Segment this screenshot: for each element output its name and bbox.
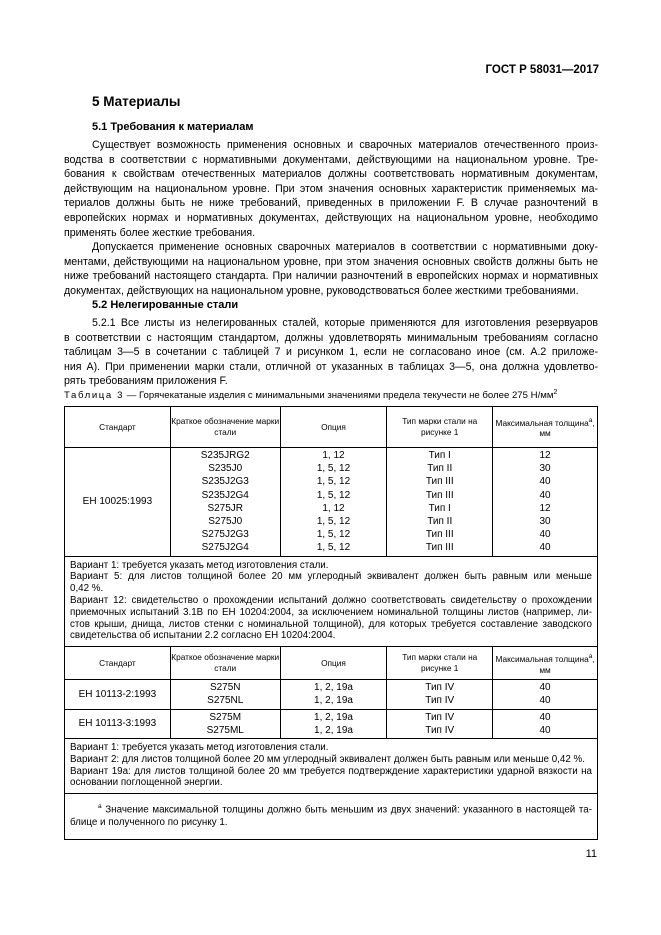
grade: S275J2G3: [201, 529, 249, 541]
paragraph-unalloyed-steels: [64, 316, 598, 389]
type: Тип III: [425, 529, 454, 541]
header-grade: Краткое обозначение марки стали: [170, 407, 280, 448]
thickness: 40: [539, 695, 551, 707]
cell-grades: [170, 448, 280, 557]
table-row: [65, 709, 598, 738]
table-caption-text: — Горячекатаные изделия с минимальными значениями предела текучести не более 275 Н/мм: [124, 390, 554, 402]
header-thickness-label: Максимальная толщина: [495, 417, 589, 428]
type: Тип IV: [425, 724, 455, 736]
text-line: ния А). При применении марки стали, отличной от указанных в таблицах 3—5, она должна удовлетво-: [64, 360, 598, 373]
option: 1, 5, 12: [316, 516, 351, 528]
subsection-title-5-2: 5.2 Нелегированные стали: [92, 299, 239, 311]
table-footnote-row: [65, 794, 598, 840]
footnote-text: Значение максимальной толщины должно быть меньшим из двух значений: указанного в настоящей та-: [101, 804, 592, 816]
header-option: Опция: [280, 407, 387, 448]
header-grade: Краткое обозначение марки стали: [170, 647, 280, 680]
header-thickness: [493, 647, 598, 680]
thickness: 40: [539, 724, 551, 736]
note-line: свидетельства об испытании 2.2 согласно ЕН 10204:2004.: [70, 630, 336, 642]
cell-types: [387, 680, 493, 709]
text-line: применять более жесткие требования.: [64, 226, 256, 239]
cell-thickness: [493, 680, 598, 709]
cell-options: [280, 448, 387, 557]
thickness: 40: [539, 711, 551, 723]
option: 1, 12: [322, 502, 345, 514]
thickness: 40: [539, 476, 551, 488]
option: 1, 5, 12: [316, 529, 351, 541]
thickness: 30: [539, 516, 551, 528]
note-line: основании поглощенной энергии.: [70, 777, 223, 789]
table-notes: [65, 556, 598, 647]
text-line: водства в соответствии с нормативными документами, действующими на национальном уровне. Тре-: [64, 153, 598, 166]
grade: S275ML: [206, 724, 244, 736]
note-line: стов крыши, днища, листов стенки с номинальной толщиной), для которых требуется составление заводского: [70, 618, 592, 630]
cell-standard: ЕН 10113-2:1993: [65, 680, 171, 709]
header-thickness-unit: , мм: [539, 653, 595, 675]
note-line: Вариант 2: для листов толщиной более 20 мм углеродный эквивалент должен быть равным или меньше 0,42 %.: [70, 753, 585, 765]
steel-table: [64, 406, 598, 840]
cell-standard: ЕН 10025:1993: [65, 448, 171, 557]
type: Тип III: [425, 489, 454, 501]
thickness: 40: [539, 542, 551, 554]
text-line: ниже требований настоящего стандарта. При наличии разночтений в европейских нормах и нормативных: [64, 270, 598, 283]
grade: S275J0: [208, 516, 243, 528]
header-thickness-unit: , мм: [539, 417, 595, 439]
footnote-line: блице и полученного по рисунку 1.: [70, 817, 228, 829]
footnote-mark: a: [98, 803, 102, 811]
option: 1, 5, 12: [316, 489, 351, 501]
cell-standard: ЕН 10113-3:1993: [65, 709, 171, 738]
cell-options: [280, 709, 387, 738]
document-id: ГОСТ Р 58031—2017: [485, 64, 599, 76]
subsection-title-5-1: 5.1 Требования к материалам: [92, 121, 254, 133]
table-caption-sup: 2: [553, 389, 558, 396]
text-line: действующим на национальном уровне. При этом значения основных характеристик применяемых ма-: [64, 182, 598, 195]
text-line: ментами, действующими на национальном уровне, при этом значения основных свойств должны быть не: [64, 255, 598, 268]
cell-options: [280, 680, 387, 709]
text-line: бования к свойствам отечественных материалов должны соответствовать нормативным документам,: [64, 168, 598, 181]
type: Тип II: [427, 516, 453, 528]
option: 1, 5, 12: [316, 463, 351, 475]
cell-types: [387, 448, 493, 557]
note-line: Вариант 12: свидетельство о прохождении испытаний должно соответствовать свидетельству о прохождении: [70, 595, 592, 607]
type: Тип II: [427, 463, 453, 475]
type: Тип IV: [425, 695, 455, 707]
header-option: Опция: [280, 647, 387, 680]
cell-thickness: [493, 709, 598, 738]
note-line: приемочных испытаний 3.1В по ЕН 10204:2004, за исключением номинальной толщины листов (например, ли-: [70, 606, 592, 618]
type: Тип III: [425, 542, 454, 554]
table-caption-label: Таблица 3: [64, 390, 125, 402]
grade: S275NL: [207, 695, 244, 707]
table-header-row: [65, 407, 598, 448]
note-line: 0,42 %.: [70, 583, 104, 595]
grade: S275JR: [207, 502, 244, 514]
header-thickness: [493, 407, 598, 448]
table-notes: [65, 739, 598, 794]
header-type: Тип марки стали на рисунке 1: [387, 407, 493, 448]
type: Тип I: [428, 450, 451, 461]
grade: S235J2G3: [201, 476, 249, 488]
table-footnote: [65, 794, 598, 840]
option: 1, 2, 19a: [314, 724, 353, 736]
note-line: Вариант 19a: для листов толщиной более 20 мм требуется подтверждение характеристики ударной вязкости на: [70, 765, 592, 777]
cell-grades: [170, 709, 280, 738]
option: 1, 2, 19a: [314, 695, 353, 707]
text-line: таблицам 3—5 в сочетании с таблицей 7 и рисунком 1, если не согласовано иное (см. А.2 приложе-: [64, 346, 598, 359]
grade: S235JRG2: [200, 450, 250, 461]
header-thickness-sup: a: [588, 652, 593, 660]
type: Тип IV: [425, 711, 455, 723]
text-line: 5.2.1 Все листы из нелегированных сталей, которые применяются для изготовления резервуаров: [92, 317, 598, 329]
grade: S275M: [209, 711, 242, 723]
paragraph-materials-2: [64, 240, 598, 298]
text-line: Допускается применение основных сварочных материалов в соответствии с нормативными доку-: [92, 241, 598, 253]
type: Тип III: [425, 476, 454, 488]
thickness: 40: [539, 682, 551, 694]
text-line: териалов должны быть не ниже требований, приведенных в приложении F. В случае разночтений в: [64, 197, 598, 210]
header-thickness-sup: a: [588, 416, 593, 424]
table-notes-row: [65, 556, 598, 647]
type: Тип I: [428, 502, 451, 514]
thickness: 40: [539, 529, 551, 541]
thickness: 12: [539, 502, 551, 514]
header-standard: Стандарт: [65, 647, 171, 680]
option: 1, 5, 12: [316, 542, 351, 554]
header-standard: Стандарт: [65, 407, 171, 448]
text-line: европейских нормах и нормативных документах, действующих на национальном уровне, необходимо: [64, 211, 598, 224]
option: 1, 2, 19a: [314, 682, 353, 694]
table-row: [65, 448, 598, 557]
option: 1, 2, 19a: [314, 711, 353, 723]
grade: S235J0: [208, 463, 243, 475]
thickness: 12: [539, 450, 551, 461]
text-line: Существует возможность применения основных и сварочных материалов отечественного произ-: [92, 139, 598, 151]
header-thickness-label: Максимальная толщина: [495, 653, 589, 664]
text-line: документах, действующих на национальном уровне, руководствоваться более жесткими требованиями.: [64, 284, 579, 297]
note-line: Вариант 1: требуется указать метод изготовления стали.: [70, 559, 329, 571]
text-line: рять требованиям приложения F.: [64, 375, 228, 388]
grade: S235J2G4: [201, 489, 249, 501]
paragraph-materials-1: [64, 138, 598, 240]
type: Тип IV: [425, 682, 455, 694]
table-notes-row: [65, 739, 598, 794]
text-line: в соответствии с настоящим стандартом, должны удовлетворять минимальным требованиям согласно: [64, 331, 598, 344]
cell-thickness: [493, 448, 598, 557]
table-caption: [64, 389, 557, 401]
thickness: 40: [539, 489, 551, 501]
note-line: Вариант 1: требуется указать метод изготовления стали.: [70, 742, 329, 754]
option: 1, 12: [322, 450, 345, 461]
table-row: [65, 680, 598, 709]
grade: S275N: [209, 682, 241, 694]
cell-grades: [170, 680, 280, 709]
header-type: Тип марки стали на рисунке 1: [387, 647, 493, 680]
thickness: 30: [539, 463, 551, 475]
note-line: Вариант 5: для листов толщиной более 20 мм углеродный эквивалент должен быть равным или меньше: [70, 571, 592, 583]
option: 1, 5, 12: [316, 476, 351, 488]
cell-types: [387, 709, 493, 738]
table-header-row: [65, 647, 598, 680]
section-title: 5 Материалы: [92, 94, 181, 109]
footnote-line: [70, 800, 592, 816]
page-number: 11: [585, 848, 597, 860]
grade: S275J2G4: [201, 542, 249, 554]
